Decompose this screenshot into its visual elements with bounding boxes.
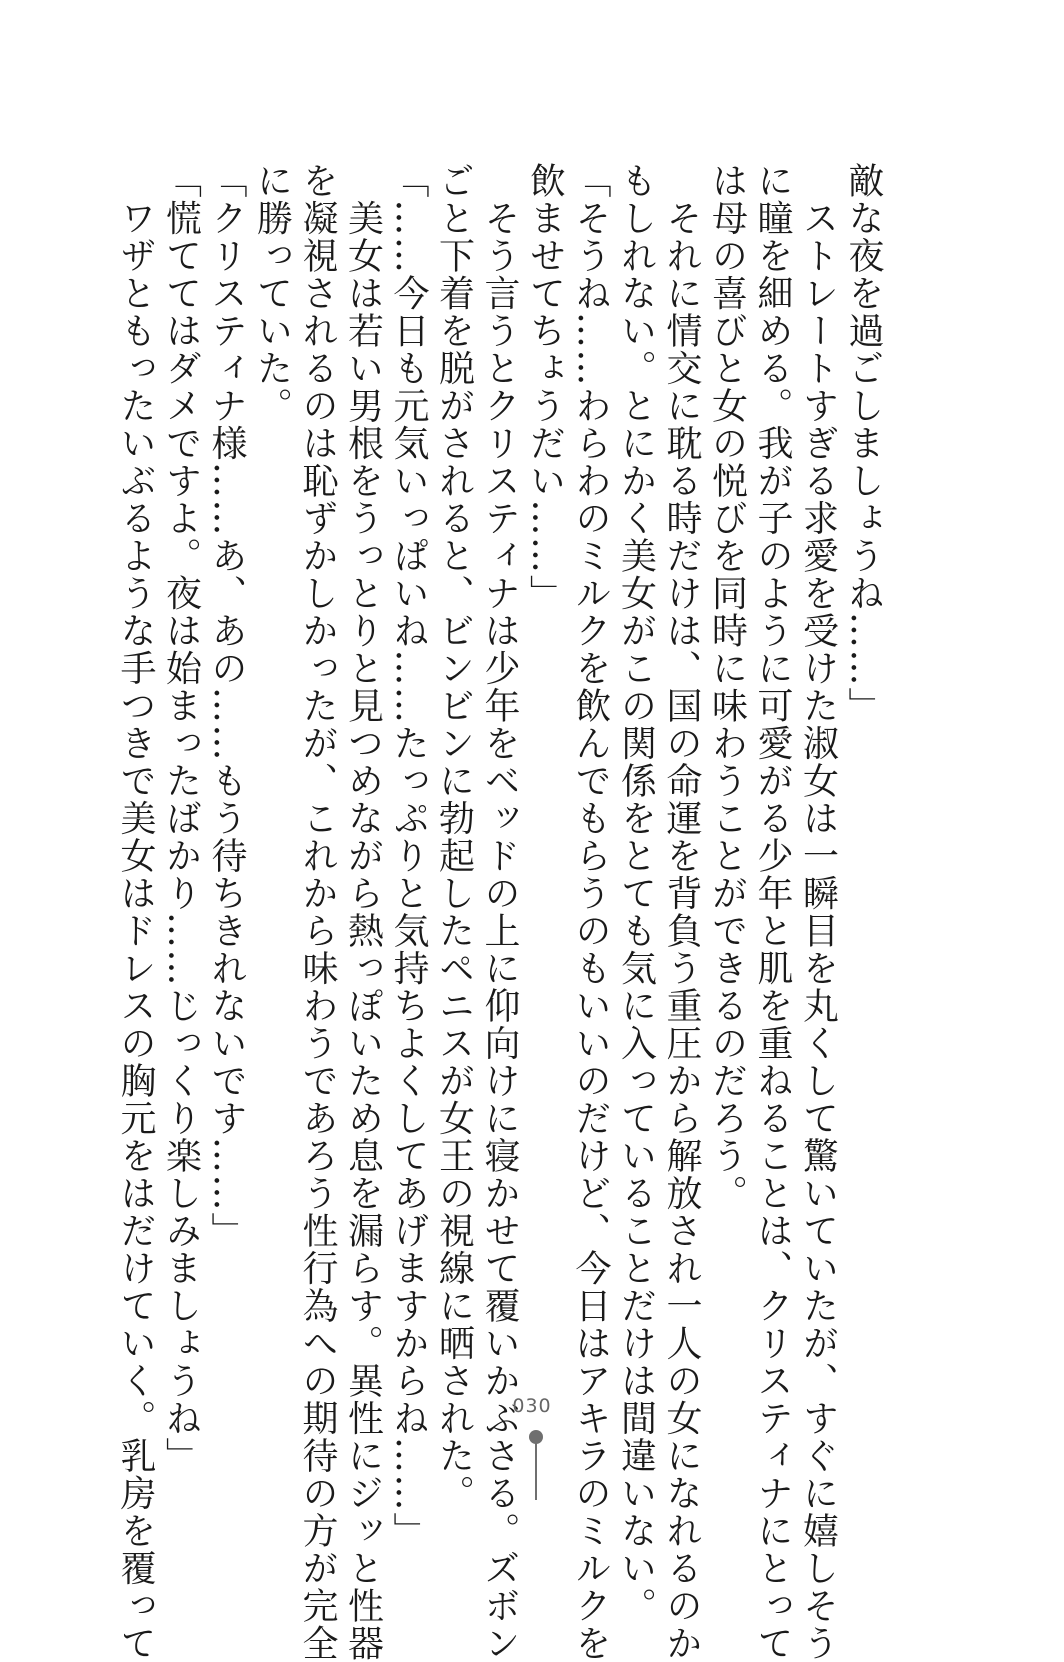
folio-pin-icon	[529, 1428, 543, 1500]
text-line: に勝っていた。	[251, 162, 293, 425]
text-line: そう言うとクリスティナは少年をベッドの上に仰向けに寝かせて覆いかぶさる。ズボン	[479, 162, 520, 1662]
text-line: 飲ませてちょうだい……」	[524, 162, 566, 612]
text-line: それに情交に耽る時だけは、国の命運を背負う重圧から解放され一人の女になれるのか	[661, 162, 702, 1662]
text-line: 「そうね……わらわのミルクを飲んでもらうのもいいのだけど、今日はアキラのミルクを	[570, 162, 611, 1662]
text-line: 「クリスティナ様……あ、あの……もう待ちきれないです……」	[206, 162, 247, 1250]
text-line: もしれない。とにかく美女がこの関係をとても気に入っていることだけは間違いない。	[615, 162, 657, 1625]
text-line: 敵な夜を過ごしましょうね……」	[843, 162, 884, 725]
text-line: 「慌ててはダメですよ。夜は始まったばかり……じっくり楽しみましょうね」	[160, 162, 202, 1475]
text-line: に瞳を細める。我が子のように可愛がる少年と肌を重ねることは、クリスティナにとって	[752, 162, 793, 1662]
text-line: 美女は若い男根をうっとりと見つめながら熱っぽいため息を漏らす。異性にジッと性器	[342, 162, 384, 1662]
text-line: を凝視されるのは恥ずかしかったが、これから味わうであろう性行為への期待の方が完全	[297, 162, 338, 1662]
text-line: ストレートすぎる求愛を受けた淑女は一瞬目を丸くして驚いていたが、すぐに嬉しそう	[797, 162, 839, 1662]
text-line: ワザともったいぶるような手つきで美女はドレスの胸元をはだけていく。乳房を覆って	[115, 162, 156, 1662]
text-line: ごと下着を脱がされると、ビンビンに勃起したペニスが女王の視線に晒された。	[433, 162, 475, 1512]
text-line: 「……今日も元気いっぱいね……たっぷりと気持ちよくしてあげますからね……」	[388, 162, 429, 1550]
page-number: 030	[512, 1395, 552, 1417]
text-line: は母の喜びと女の悦びを同時に味わうことができるのだろう。	[706, 162, 748, 1212]
